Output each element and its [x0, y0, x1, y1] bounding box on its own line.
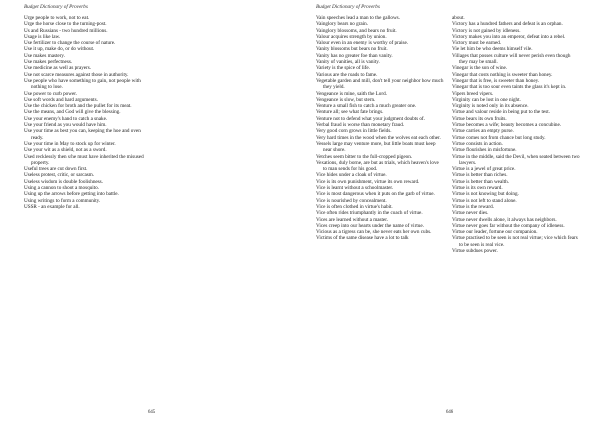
- proverb-entry: Virtue is not left to stand alone.: [452, 197, 517, 204]
- proverb-entry: Valour acquires strength by union.: [316, 33, 387, 40]
- proverb-entry: Virtue becomes a wife; beauty becomes a concubine.: [452, 122, 562, 129]
- proverb-entry: Victory makes you into an emperor, defeat into a rebel.: [452, 33, 566, 40]
- proverb-entry: Vessels large may venture more, but little boats must keep near shore.: [316, 140, 436, 154]
- proverb-entry: Virtue is its own reward.: [452, 185, 503, 192]
- proverb-entry: Vice is often clothed in virtue's habit.: [316, 203, 393, 210]
- proverb-entry: Various are the roads to fame.: [316, 71, 378, 78]
- proverb-entry: Virtue never dwells alone, it always has neighbors.: [452, 216, 557, 223]
- proverb-entry: Use your time as best you can, keeping the hoe and oven ready.: [24, 128, 141, 141]
- proverb-entry: Verbal fraud is worse than monetary fraud.: [316, 122, 405, 129]
- proverb-entry: Virtue is better than wealth.: [452, 178, 509, 185]
- proverb-entry: Virtue carries an empty purse.: [452, 128, 514, 135]
- proverb-entry: Vice is most dangerous when it puts on the garb of virtue.: [316, 191, 435, 198]
- page-number: 645: [148, 410, 156, 415]
- proverb-entry: Use makes perfectness.: [24, 59, 73, 66]
- entries-column-1: [316, 15, 444, 242]
- proverb-entry: Vinegar that is too sour even taints the glass it's kept in.: [452, 84, 567, 91]
- proverb-entry: Urge the horse close to the turning-post.: [24, 21, 107, 28]
- proverb-entry: Venture not to defend what your judgment doubts of.: [316, 115, 425, 122]
- proverb-entry: Vice often rides triumphantly in the coach of virtue.: [316, 210, 423, 217]
- proverb-entry: Use your time in May to stock up for winter.: [24, 140, 116, 147]
- proverb-entry: Virtue bears its own fruits.: [452, 115, 507, 122]
- proverb-entry: Vice hides under a cloak of virtue.: [316, 172, 387, 179]
- proverb-entry: Virtue subdues power.: [452, 247, 498, 254]
- proverb-entry: Virtue is a jewel of great price.: [452, 166, 516, 173]
- running-head: Budget Dictionary of Proverbs: [316, 4, 380, 10]
- proverb-entry: Use medicine as well as prayers.: [24, 65, 92, 72]
- proverb-entry: Venture all; see what fate brings.: [316, 109, 384, 116]
- proverb-entry: Virtue consists in action.: [452, 140, 503, 147]
- proverb-entry: Vipers breed vipers.: [452, 90, 494, 97]
- proverb-entry: Virtue is not knowing but doing.: [452, 191, 519, 198]
- proverb-entry: Use the means, and God will give the blessing.: [24, 109, 121, 116]
- proverb-entry: Victory must be earned.: [452, 40, 502, 47]
- proverb-entry: Virtue never dies.: [452, 210, 489, 217]
- proverb-entry: Venture a small fish to catch a much greater one.: [316, 103, 417, 110]
- proverb-entry: Use the chicken for broth and the pullet for its meat.: [24, 103, 132, 110]
- proverb-entry: Using a cannon to shoot a mosquito.: [24, 185, 99, 192]
- proverb-entry: Vanity blossoms but bears no fruit.: [316, 46, 388, 53]
- proverb-entry: Virtue in the middle, said the Devil, when seated between two lawyers.: [452, 153, 580, 166]
- proverb-entry: Used recklessly then s/he must have inherited the misused property.: [24, 153, 144, 166]
- proverb-entry: Use your wit as a shield, not as a sword.: [24, 147, 107, 154]
- page-number: 646: [446, 410, 454, 415]
- proverb-entry: Useful trees are cut down first.: [24, 166, 88, 173]
- proverb-entry: Use people who have something to gain, not people with nothing to lose.: [24, 77, 141, 91]
- proverb-entry: Virtue and valour reside in being put to the test.: [452, 109, 550, 116]
- proverb-entry: Vanity of vanities, all is vanity.: [316, 59, 380, 66]
- proverb-entry: Useless protest, critic, or sarcasm.: [24, 172, 95, 179]
- proverb-entry: Vices are learned without a master.: [316, 216, 388, 223]
- proverb-entry: Variety is the spice of life.: [316, 65, 370, 72]
- proverb-entry: Vicious as a tigress can be, she never eats her own cubs.: [316, 229, 432, 236]
- proverb-entry: Us and Russians - two hundred millions.: [24, 27, 108, 34]
- proverb-entry: Virginity is noted only in its absence.: [452, 103, 529, 110]
- proverb-entry: Vengeance is mine, saith the Lord.: [316, 90, 387, 97]
- proverb-entry: Usage is like law.: [24, 33, 61, 40]
- proverb-entry: Vetches seem bitter to the full-cropped pigeon.: [316, 153, 413, 160]
- proverb-entry: USSR - an example for all.: [24, 203, 80, 210]
- proverb-entry: Using up the arrows before getting into battle.: [24, 191, 119, 198]
- proverb-entry: Virtue is the reward.: [452, 203, 494, 210]
- proverb-entry: Virtue our leader, fortune our companion.: [452, 229, 538, 236]
- proverb-entry: Virginity can be lost in one night.: [452, 96, 521, 103]
- proverb-entry: Victims of the same disease have a lot to talk: [316, 235, 409, 242]
- proverb-entry: Virtue is better than riches.: [452, 172, 508, 179]
- proverb-entry: Vinegar that is free, is sweeter than honey.: [452, 77, 540, 84]
- proverb-entry: Virtue never goes far without the company of idleness.: [452, 222, 565, 229]
- proverb-entry: Virtue practised to be seen is not real virtue; vice which fears to be seen is real vice.: [452, 235, 578, 248]
- proverb-entry: Use makes mastery.: [24, 52, 65, 59]
- proverb-entry: Useless wisdom is double foolishness.: [24, 178, 103, 185]
- proverb-entry: Victory has a hundred fathers and defeat is an orphan.: [452, 21, 563, 28]
- proverb-entry: Vinegar is the son of wine.: [452, 65, 508, 72]
- proverb-entry: Villages that posses culture will never perish even though they may be small.: [452, 52, 571, 66]
- proverb-entry: Use your friend as you would have him.: [24, 122, 107, 129]
- proverb-entry: Use it up, make do, or do without.: [24, 46, 95, 53]
- proverb-entry: Vices creep into our hearts under the name of virtue.: [316, 222, 424, 229]
- proverb-entry: Using writings to form a community.: [24, 197, 101, 204]
- proverb-entry: Vexations, duly borne, are but as trials, which heaven's love to man sends for his good.: [316, 159, 439, 173]
- proverb-entry: Urge people to work, not to eat.: [24, 15, 90, 21]
- proverb-entry: Vinegar that costs nothing is sweeter than honey.: [452, 71, 553, 78]
- proverb-entry: Very hard times in the wood when the wolves eat each other.: [316, 134, 441, 141]
- proverb-entry: Use fertilizer to change the course of nature.: [24, 40, 116, 47]
- proverb-entry: Vegetable garden and mill, don't tell your neighbor how much they yield.: [316, 77, 444, 91]
- proverb-entry: Vainglory blossoms, and bears no fruit.: [316, 27, 397, 34]
- proverb-entry: Use your enemy's hand to catch a snake.: [24, 115, 108, 122]
- proverb-entry: Vengeance is slow, but stern.: [316, 96, 376, 103]
- proverb-entry: Valour even in an enemy is worthy of praise.: [316, 40, 409, 47]
- proverb-entry: Vice is learnt without a schoolmaster.: [316, 185, 394, 192]
- proverb-entry: Virtue comes not from chance but long study.: [452, 134, 546, 141]
- proverb-entry: Very good corn grows in little fields.: [316, 128, 392, 135]
- proverb-entry: about.: [452, 15, 465, 21]
- proverb-entry: Vain speeches lead a man to the gallows.: [316, 15, 400, 21]
- proverb-entry: Use soft words and hard arguments.: [24, 96, 98, 103]
- proverb-entry: Vie let him be who deems himself vile.: [452, 46, 533, 53]
- entries-column: [24, 15, 152, 210]
- entries-column-2: [452, 15, 580, 254]
- running-head: Budget Dictionary of Proverbs: [24, 4, 88, 10]
- proverb-entry: Virtue flourishes in misfortune.: [452, 147, 517, 154]
- proverb-entry: Vainglory bears no grain.: [316, 21, 368, 28]
- proverb-entry: Victory is not gained by idleness.: [452, 27, 521, 34]
- right-page: [300, 0, 600, 424]
- proverb-entry: Vice is its own punishment, virtue its own reward.: [316, 178, 420, 185]
- proverb-entry: Use power to curb power.: [24, 90, 77, 97]
- proverb-entry: Vice is nourished by concealment.: [316, 197, 387, 204]
- proverb-entry: Vanity has no greater foe than vanity.: [316, 52, 393, 59]
- proverb-entry: Use not scarce measures against those in authority.: [24, 71, 129, 78]
